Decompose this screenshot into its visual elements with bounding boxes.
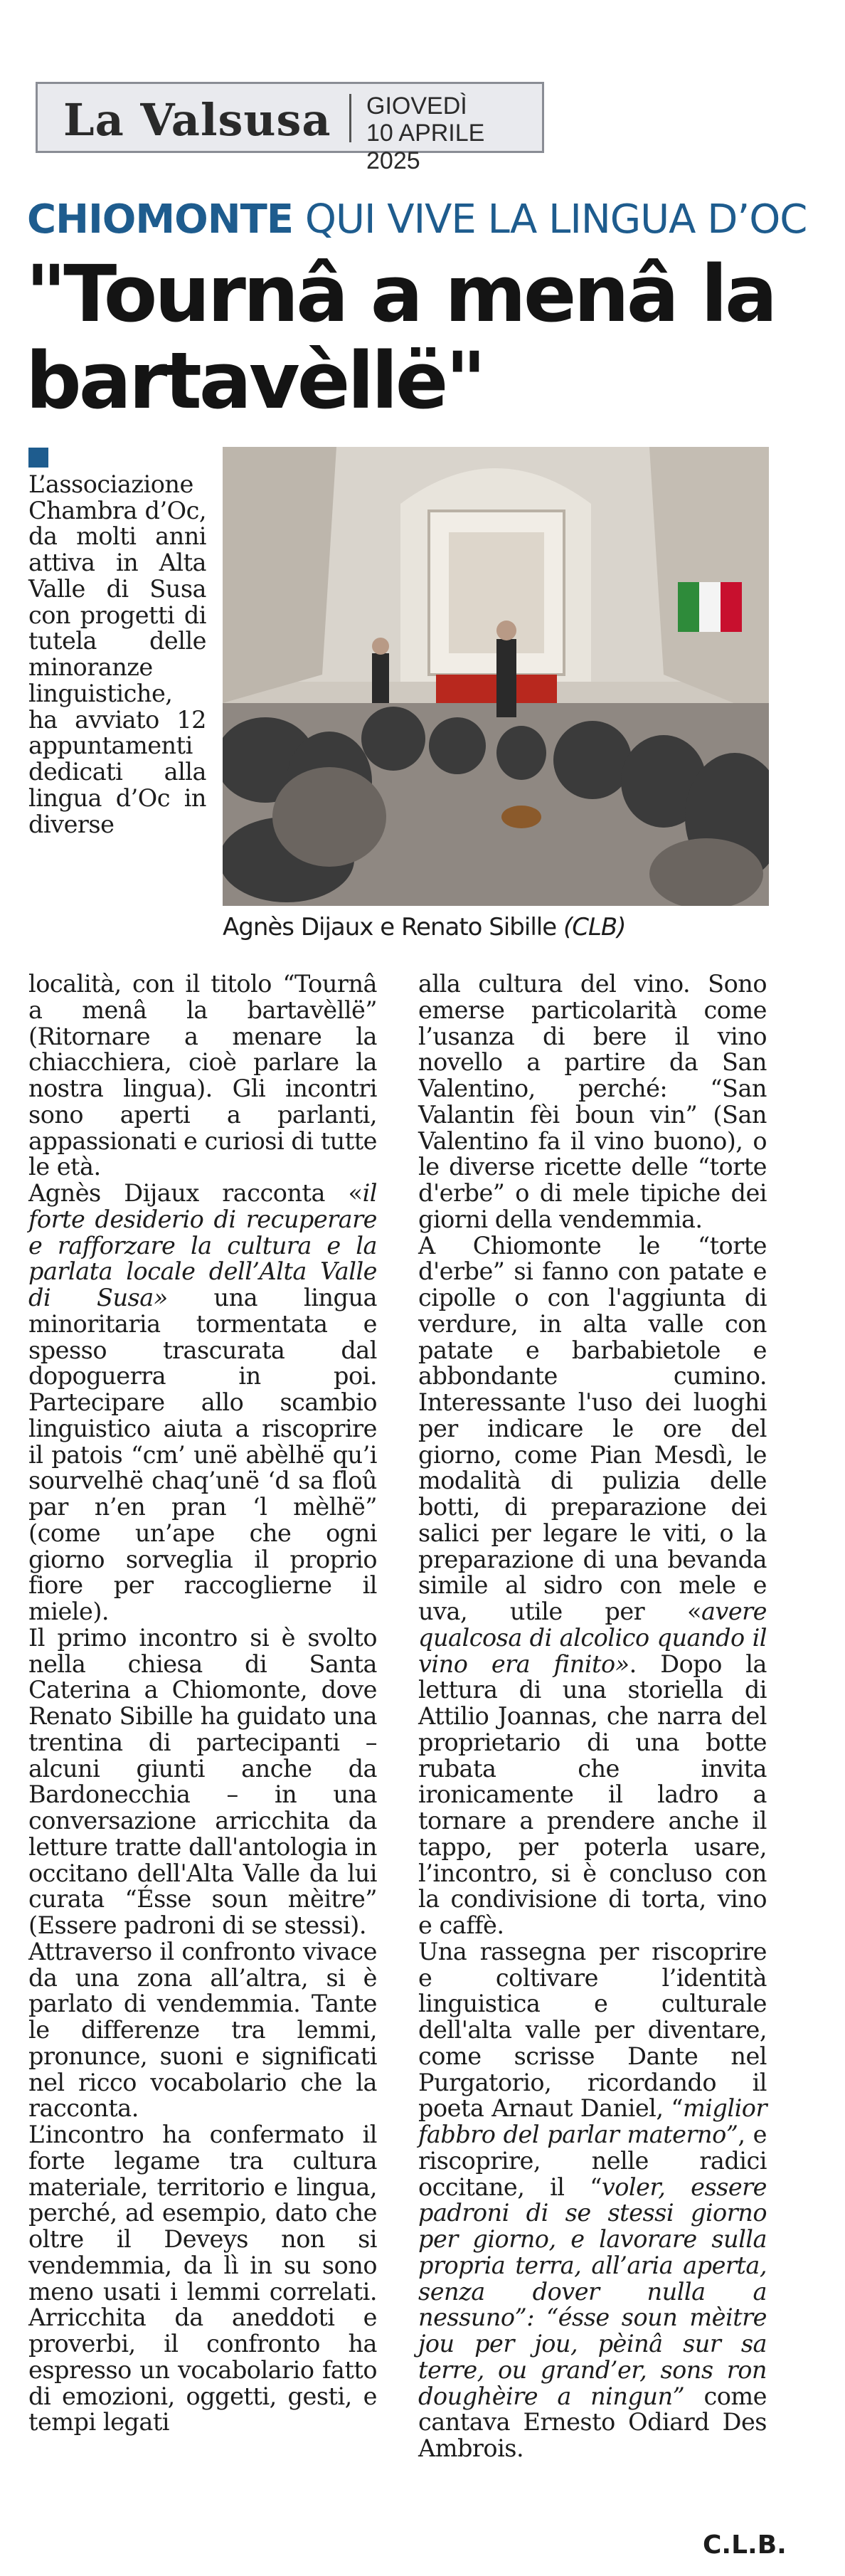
masthead <box>36 82 544 174</box>
article-column-right <box>418 971 767 2462</box>
masthead-divider <box>349 94 351 142</box>
kicker-title: QUI VIVE LA LINGUA D’OC <box>304 196 807 243</box>
paragraph: Attraverso il confronto vivace da una zona all’altra, si è parlato di vendemmia. Tante le differenze tra lemmi, pronunce, suoni e significati nel ricco vocabolario che la racconta. <box>28 1937 377 2123</box>
paragraph: località, con il titolo “Tournâ a menâ la bartavèllë” (Ritornare a menare la chiacchiera, cioè parlare la nostra lingua). Gli incontri sono aperti a parlanti, appassionati e curiosi di tutte le età. <box>28 970 377 1181</box>
article-intro-column <box>28 445 206 838</box>
paragraph: Agnès Dijaux racconta «il forte desiderio di recuperare e rafforzare la cultura e la parlata locale dell’Alta Valle di Susa» una lingua minoritaria tormentata e spesso trascurata dal dopoguerra in poi. Partecipare allo scambio linguistico aiuta a riscoprire il patois “cm’ unë abèlhë qu’i sourvelhë chaq’unë ‘d sa floû par n’en pran ‘l mèlhë” (come un’ape che ogni giorno sorveglia il proprio fiore per raccoglierne il miele). <box>28 1179 377 1625</box>
paragraph: A Chiomonte le “torte d'erbe” si fanno con patate e cipolle o con l'aggiunta di verdure, in alta valle con patate e barbabietole e abbondante cumino. Interessante l'uso dei luoghi per indicare le ore del giorno, come Pian Mesdì, le modalità di pulizia delle botti, di preparazione dei salici per legare le viti, o la preparazione di una bevanda simile al sidro con mele e uva, utile per «avere qualcosa di alcolico quando il vino era finito». Dopo la lettura di una storiella di Attilio Joannas, che narra del proprietario di una botte rubata che invita ironicamente il ladro a tornare a prendere anche il tappo, per poterla usare, l’incontro, si è concluso con la condivisione di torta, vino e caffè. <box>418 1231 767 1939</box>
paragraph: alla cultura del vino. Sono emerse particolarità come l’usanza di bere il vino novello a partire da San Valentino, perché: “San Valantin fèi boun vin” (San Valentino fa il vino buono), o le diverse ricette delle “torte d'erbe” o di mele tipiche dei giorni della vendemmia. <box>418 970 767 1233</box>
issue-date: 10 APRILE 2025 <box>366 120 485 174</box>
article-column-left <box>28 971 377 2436</box>
author-signature: C.L.B. <box>703 2530 787 2560</box>
caption-credit: (CLB) <box>563 913 626 941</box>
caption-names: Agnès Dijaux e Renato Sibille <box>223 913 557 941</box>
paragraph: Il primo incontro si è svolto nella chiesa di Santa Caterina a Chiomonte, dove Renato Sibille ha guidato una trentina di partecipanti – alcuni giunti anche da Bardonecchia – in una conversazione arricchita da letture tratte dall'antologia in occitano dell'Alta Valle da lui curata “Ésse soun mèitre” (Essere padroni di se stessi). <box>28 1623 377 1939</box>
issue-day: GIOVEDÌ <box>366 93 467 120</box>
newspaper-name: La Valsusa <box>63 94 331 146</box>
photo-caption <box>223 913 626 941</box>
kicker-place: CHIOMONTE <box>27 196 294 243</box>
paragraph: Una rassegna per riscoprire e coltivare l’identità linguistica e culturale dell'alta valle per diventare, come scrisse Dante nel Purgatorio, ricordando il poeta Arnaut Daniel, “miglior fabbro del parlar materno”, e riscoprire, nelle radici occitane, il “voler, essere padroni di se stessi giorno per giorno, e lavorare sulla propria terra, all’aria aperta, senza dover nulla a nessuno”: “ésse soun mèitre jou per jou, pèinâ sur sa terre, ou grand’er, sons ron doughèire a ningun” come cantava Ernesto Odiard Des Ambrois. <box>418 1937 767 2462</box>
intro-text: L’associazione Chambra d’Oc, da molti anni attiva in Alta Valle di Susa con progetti di tutela delle minoranze linguistiche, ha avviato 12 appuntamenti dedicati alla lingua d’Oc in diverse <box>28 470 206 838</box>
square-bullet-icon <box>28 448 48 468</box>
article-headline: "Tournâ a menâ la bartavèllë" <box>26 248 775 426</box>
event-photo <box>223 447 769 906</box>
article-kicker <box>27 196 807 243</box>
paragraph: L’incontro ha confermato il forte legame tra cultura materiale, territorio e lingua, perché, ad esempio, dato che oltre il Deveys non si vendemmia, da lì in su sono meno usati i lemmi correlati. Arricchita da aneddoti e proverbi, il confronto ha espresso un vocabolario fatto di emozioni, oggetti, gesti, e tempi legati <box>28 2121 377 2437</box>
